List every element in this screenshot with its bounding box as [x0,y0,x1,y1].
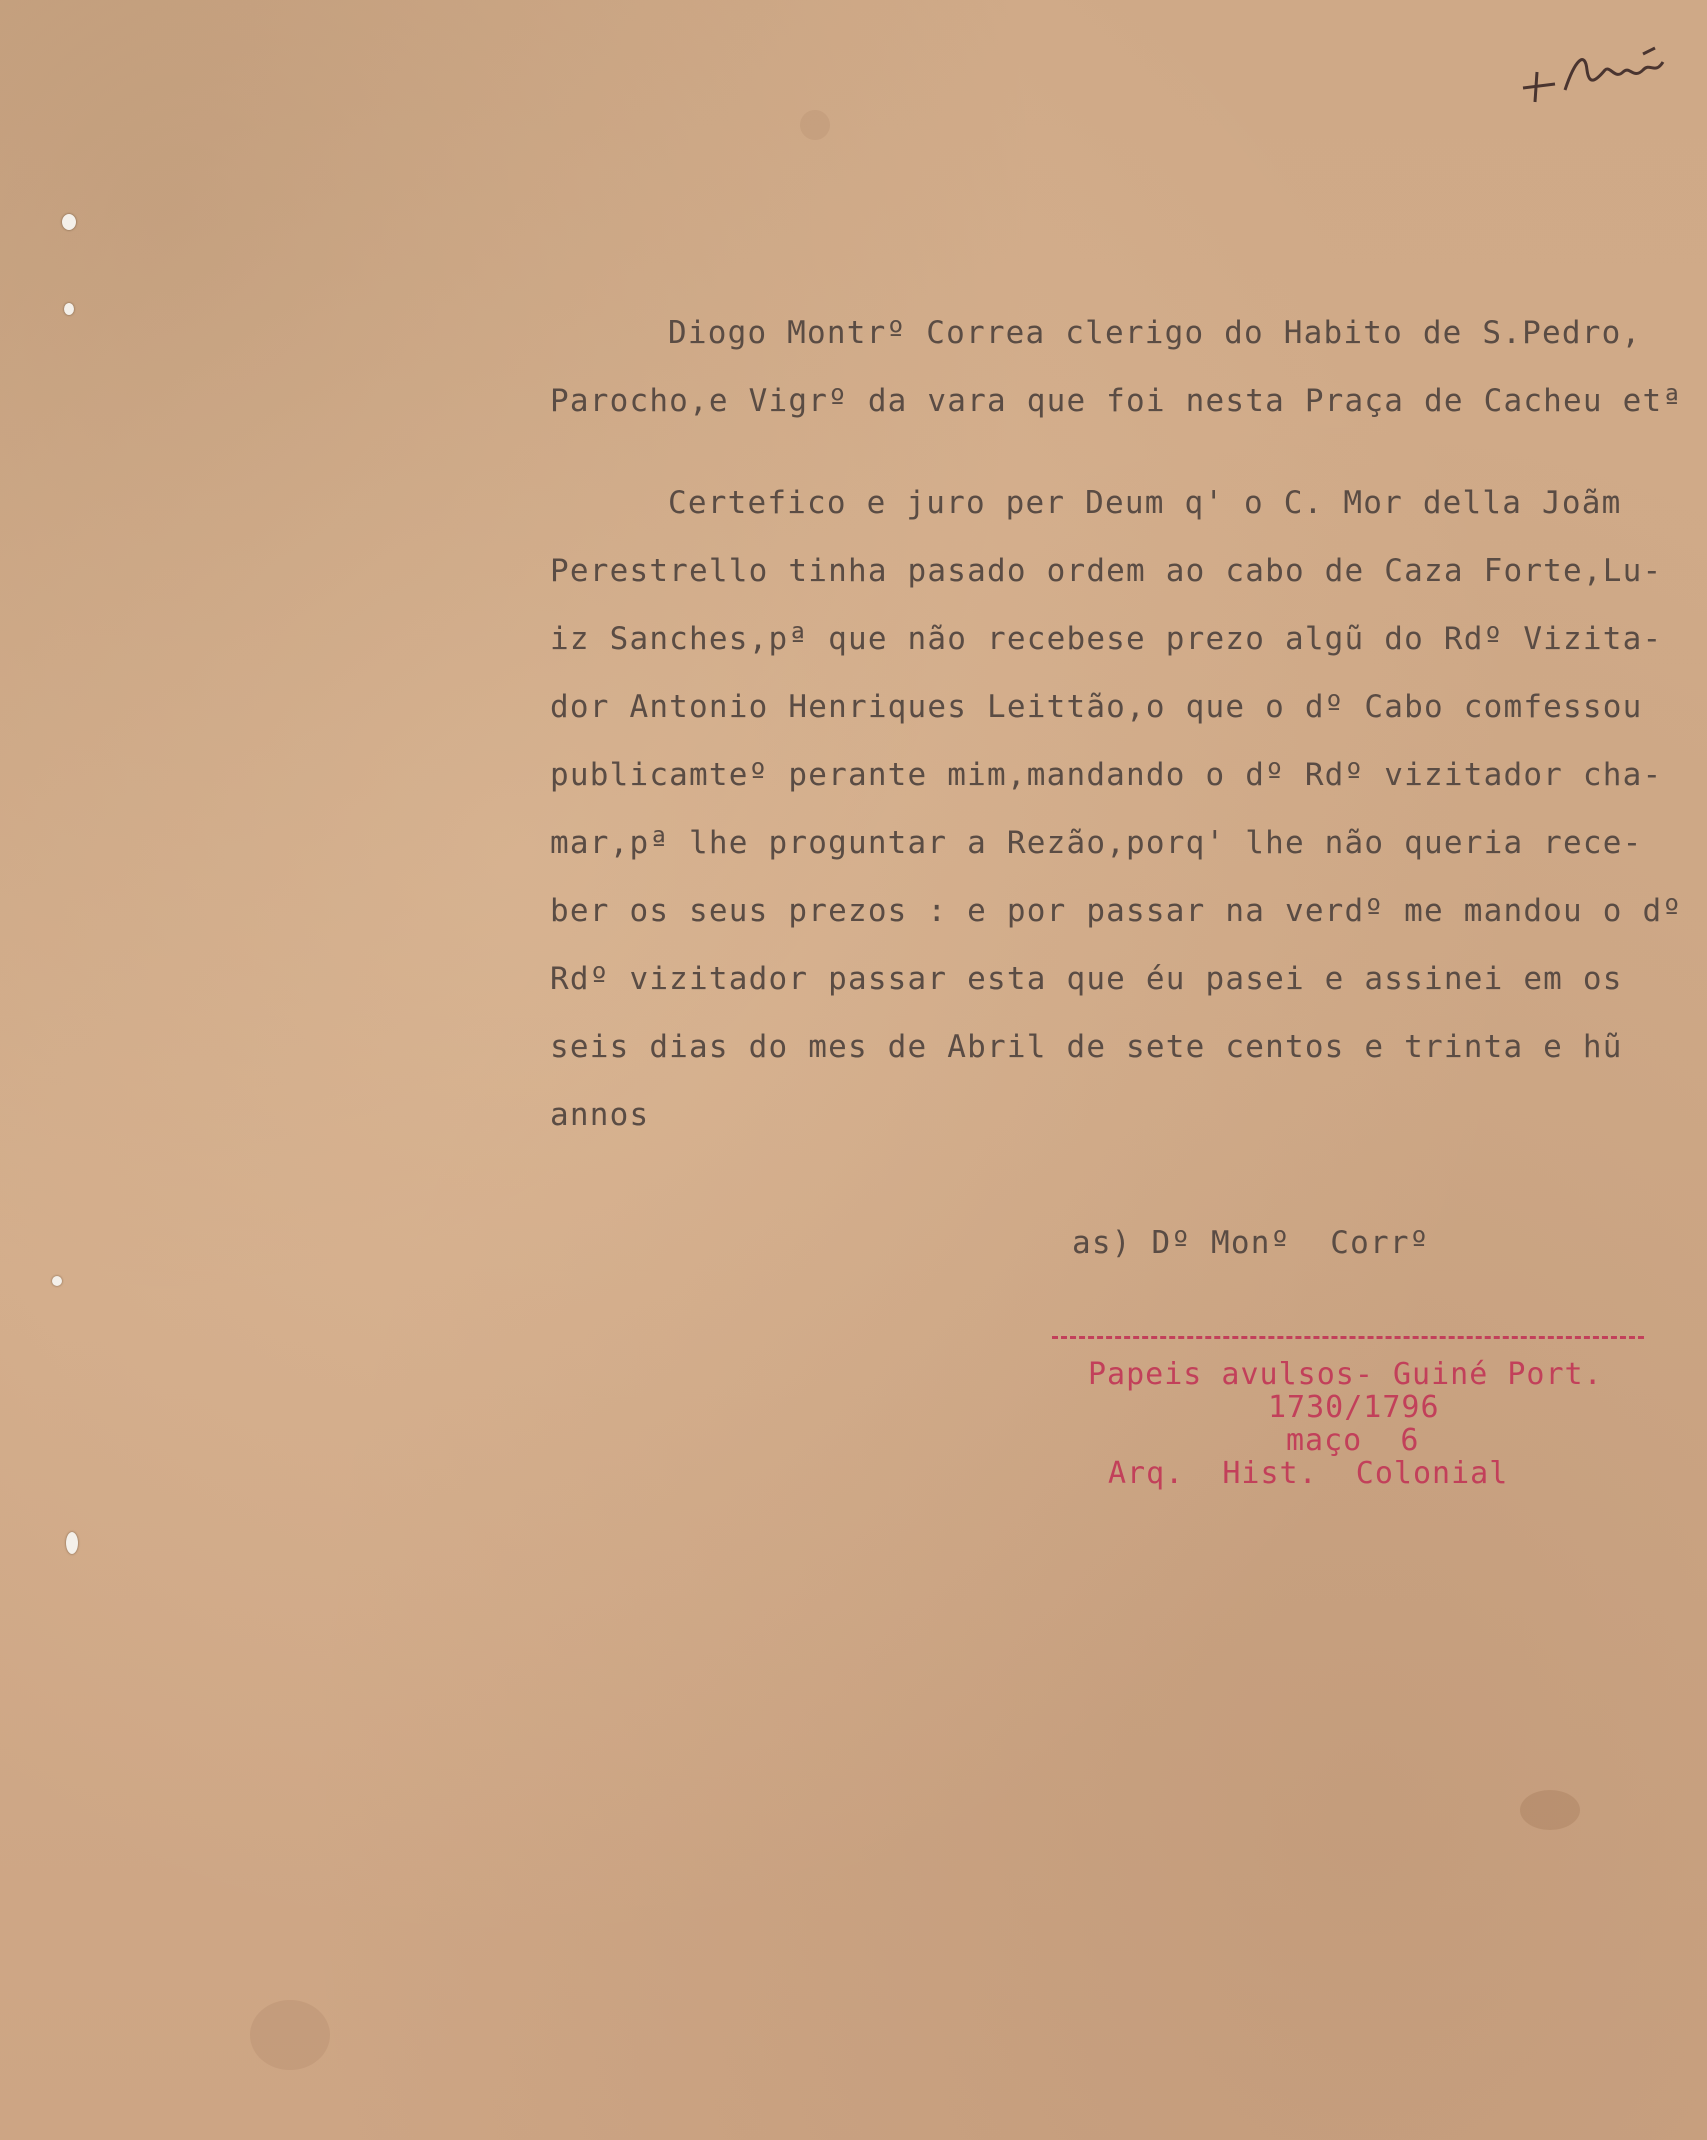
signature: as) Dº Monº Corrº [1072,1225,1430,1261]
body-line: publicamteº perante mim,mandando o dº Rdº vizitador cha- [550,757,1663,793]
body-line: dor Antonio Henriques Leittão,o que o dº Cabo comfessou [550,689,1643,725]
body-line: Certefico e juro per Deum q' o C. Mor della Joãm [668,485,1622,521]
heading-line-1: Diogo Montrº Correa clerigo do Habito de S.Pedro, [668,315,1642,351]
stamp-line-3: maço 6 [1286,1423,1420,1458]
binder-hole [62,214,76,230]
body-line: iz Sanches,pª que não recebese prezo algũ do Rdº Vizita- [550,621,1663,657]
body-line: annos [550,1097,650,1133]
binder-hole [66,1532,78,1554]
stamp-dashed-rule [1052,1336,1644,1339]
paper-stain [800,110,830,140]
body-line: Rdº vizitador passar esta que éu pasei e assinei em os [550,961,1623,997]
body-line: Perestrello tinha pasado ordem ao cabo de Caza Forte,Lu- [550,553,1663,589]
paper-stain [250,2000,330,2070]
body-line: seis dias do mes de Abril de sete centos e trinta e hũ [550,1029,1623,1065]
handwritten-annotation [1515,40,1675,110]
body-line: mar,pª lhe proguntar a Rezão,porq' lhe não queria rece- [550,825,1643,861]
binder-hole [64,303,74,315]
stamp-line-1: Papeis avulsos- Guiné Port. [1088,1357,1603,1392]
body-line: ber os seus prezos : e por passar na verdº me mandou o dº [550,893,1683,929]
stamp-line-4: Arq. Hist. Colonial [1108,1456,1509,1491]
paper-stain [1520,1790,1580,1830]
heading-line-2: Parocho,e Vigrº da vara que foi nesta Praça de Cacheu etª [550,383,1683,419]
binder-hole [52,1276,62,1286]
stamp-line-2: 1730/1796 [1268,1390,1440,1425]
